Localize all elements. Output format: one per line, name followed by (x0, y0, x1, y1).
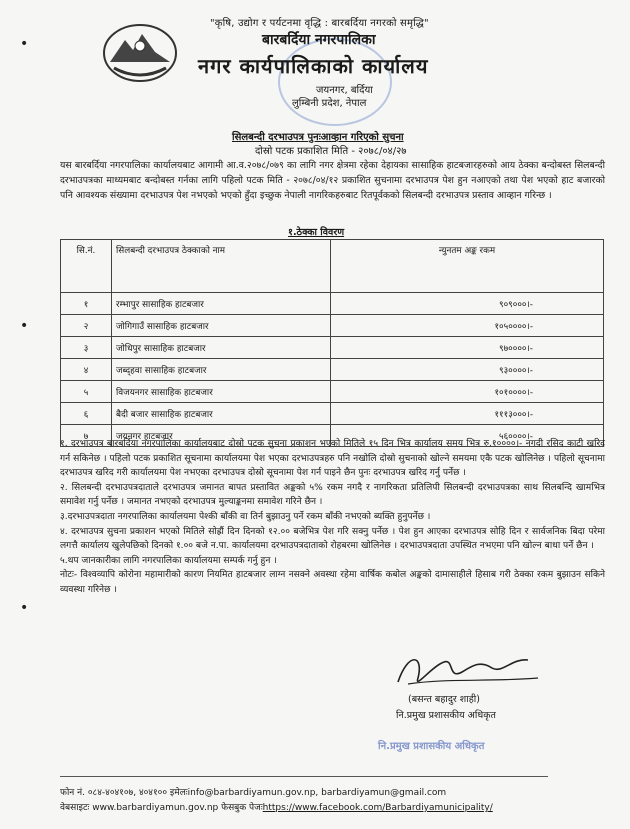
condition-item: १. दरभाउपत्र बारबर्दिया नगरपालिका कार्यालयबाट दोस्रो पटक सुचना प्रकाशन भएको मितिले १५ दिन भित्र कार्यालय समय भित्र रु.१००००।- नगदी रसिद काटी खरिद गर्न सकिनेछ । पहिलो पटक प्रकाशित सूचनामा कार्यालयमा पेश भएका दरभाउपत्रहरु पनि नखोलि दोस्रो सुचनाको खोल्ने समयमा एकै पटक खोलिनेछ । पहिलो सूचनामा दरभाउपत्र खरिद गरी कार्यालयमा पेश नभएका दरभाउपत्र दोस्रो सूचनामा पेश गर्न पाइने छैन पुनः दरभाउपत्र खरिद गर्नु पर्नेछ । (60, 439, 605, 479)
condition-item: २. सिलबन्दी दरभाउपत्रदाताले दरभाउपत्र जमानत बापत प्रस्तावित अङ्कको ५% रकम नगदै र नागरिकता प्रतिलिपी सिलबन्दी दरभाउपत्रका साथ सिलबन्दि खामभित्र समावेश गर्नु पर्नेछ । जमानत नभएको दरभाउपत्र मुल्याङ्कनमा समावेश गरिने छैन । (60, 482, 605, 508)
cell-sn: ५ (61, 381, 112, 403)
cell-sn: २ (61, 315, 112, 337)
conditions-list (60, 437, 605, 598)
table-row (61, 315, 604, 337)
punch-hole-mark: • (20, 36, 29, 52)
cell-sn: ७ (61, 425, 112, 447)
cell-amount: ९३००००।- (331, 359, 604, 381)
footer-web-line (60, 800, 493, 813)
cell-sn: १ (61, 293, 112, 315)
cell-amount: १०५००००।- (331, 315, 604, 337)
cell-name: जोधिपुर सासाहिक हाटबजार (112, 337, 331, 359)
signer-stamp: नि.प्रमुख प्रशासकीय अधिकृत (378, 741, 485, 752)
cell-amount: ५६००००।- (331, 425, 604, 447)
punch-hole-mark: • (20, 600, 29, 616)
header-sn: सि.नं. (61, 240, 112, 293)
table-row (61, 403, 604, 425)
cell-amount: १११३०००।- (331, 403, 604, 425)
facebook-link[interactable]: https://www.facebook.com/Barbardiyamunicipality/ (262, 803, 493, 813)
condition-item: ३.दरभाउपत्रदाता नगरपालिका कार्यालयमा पेश्की बाँकी वा तिर्न बुझाउनु पर्ने रकम बाँकी नभएको ब्यक्ति हुनुपर्नेछ । (60, 511, 431, 522)
email-label: इमेलः (169, 788, 188, 798)
cell-sn: ४ (61, 359, 112, 381)
nepal-emblem-icon (100, 22, 180, 84)
condition-item: ४. दरभाउपत्र सुचना प्रकाशन भएको मितिले सोह्रौं दिन दिनको १२.०० बजेभित्र पेश गरि सक्नु पर्नेछ । पेश हुन आएका दरभाउपत्र सोहि दिन र सार्वजनिक बिदा परेमा लगत्तै कार्यालय खुलेपछिको दिनको १.०० बजे न.पा. कार्यालयमा दरभाउपत्रदाताको रोहबरमा खोलिनेछ । दरभाउपत्रदाता उपस्थित नभएमा पनि खोल्न बाधा पर्ने छैन । (60, 526, 605, 552)
office-name: नगर कार्यपालिकाको कार्यालय (198, 54, 429, 78)
publication-date: दोस्रो पटक प्रकाशित मिति - २०७८/०४/२७ (255, 146, 407, 157)
phone-label: फोन नं. (60, 788, 85, 798)
cell-name: रम्भापुर सासाहिक हाटबजार (112, 293, 331, 315)
table-row (61, 293, 604, 315)
cell-amount: ९७००००।- (331, 337, 604, 359)
notice-title: सिलबन्दी दरभाउपत्र पुनःआव्हान गरिएको सुचना (232, 132, 404, 143)
email-address[interactable]: info@barbardiyamun.gov.np, barbardiyamun@gmail.com (187, 788, 447, 798)
table-row (61, 381, 604, 403)
note: नोटः- विश्वव्यापि कोरोना महामारीको कारण नियमित हाटबजार लाग्न नसक्ने अवस्था रहेमा वार्षिक कबोल अङ्कको दामासाहीले हिसाब गरी ठेक्का रकम बुझाउन सकिने व्यवस्था गरिनेछ । (60, 570, 605, 595)
table-row (61, 337, 604, 359)
motto: "कृषि, उद्योग र पर्यटनमा वृद्धि : बारबर्दिया नगरको समृद्धि" (210, 18, 429, 29)
table-header-row (61, 240, 604, 293)
cell-amount: १०१००००।- (331, 381, 604, 403)
cell-name: विजयनगर सासाहिक हाटबजार (112, 381, 331, 403)
municipality-name: बारबर्दिया नगरपालिका (262, 32, 376, 48)
cell-sn: ३ (61, 337, 112, 359)
header-amount: न्युनतम अङ्क रकम (331, 240, 604, 293)
cell-name: जोगिगाउँ सासाहिक हाटबजार (112, 315, 331, 337)
cell-name: जब्द्हवा सासाहिक हाटबजार (112, 359, 331, 381)
cell-amount: ९०९०००।- (331, 293, 604, 315)
condition-item: ५.थप जानकारीका लागि नगरपालिका कार्यालयमा सम्पर्क गर्नु हुन । (60, 555, 277, 566)
footer-divider (60, 776, 548, 777)
table-row (61, 359, 604, 381)
footer-contact-line (60, 785, 446, 798)
header-name: सिलबन्दी दरभाउपत्र ठेक्काको नाम (112, 240, 331, 293)
facebook-label: फेसबुक पेजः (221, 803, 263, 813)
punch-hole-mark: • (20, 318, 29, 334)
address-line-1: जयनगर, बर्दिया (316, 85, 373, 96)
bid-table (60, 239, 604, 447)
website-label: वेबसाइटः (60, 803, 90, 813)
website-link[interactable]: www.barbardiyamun.gov.np (92, 803, 219, 813)
address-line-2: लुम्बिनी प्रदेश, नेपाल (292, 98, 367, 109)
table-caption: १.ठेक्का विवरण (288, 227, 345, 238)
signer-name: (बसन्त बहादुर शाही) (408, 694, 480, 705)
phone-number: ०८४-४०४१०७, ४०४१०० (87, 788, 168, 798)
signer-title: नि.प्रमुख प्रशासकीय अधिकृत (396, 710, 496, 721)
cell-sn: ६ (61, 403, 112, 425)
handwritten-signature (388, 648, 548, 692)
notice-intro: यस बारबर्दिया नगरपालिका कार्यालयबाट आगामी आ.व.२०७८/०७९ का लागि नगर क्षेत्रमा रहेका देहायका सासाहिक हाटबजारहरुको आय ठेक्का बन्दोबस्त सिलबन्दी दरभाउपत्रका माध्यमबाट बन्दोबस्त गर्नका लागि पहिलो पटक मिति - २०७८/०४/१२ प्रकाशित सुचनामा दरभाउपत्र पेश हुन नआएको तथा पेश भएको हाट बजारको पनि आवश्यक संख्यामा दरभाउपत्र पेश नभएको भएको हुँदा इच्छुक नेपाली नागरिकहरुबाट रितपूर्वकको सिलबन्दी दरभाउपत्र प्रस्ताव आव्हान गरिन्छ । (60, 160, 605, 201)
cell-name: बैदी बजार सासाहिक हाटबजार (112, 403, 331, 425)
cell-name: जयनगर हाटबजार (112, 425, 331, 447)
